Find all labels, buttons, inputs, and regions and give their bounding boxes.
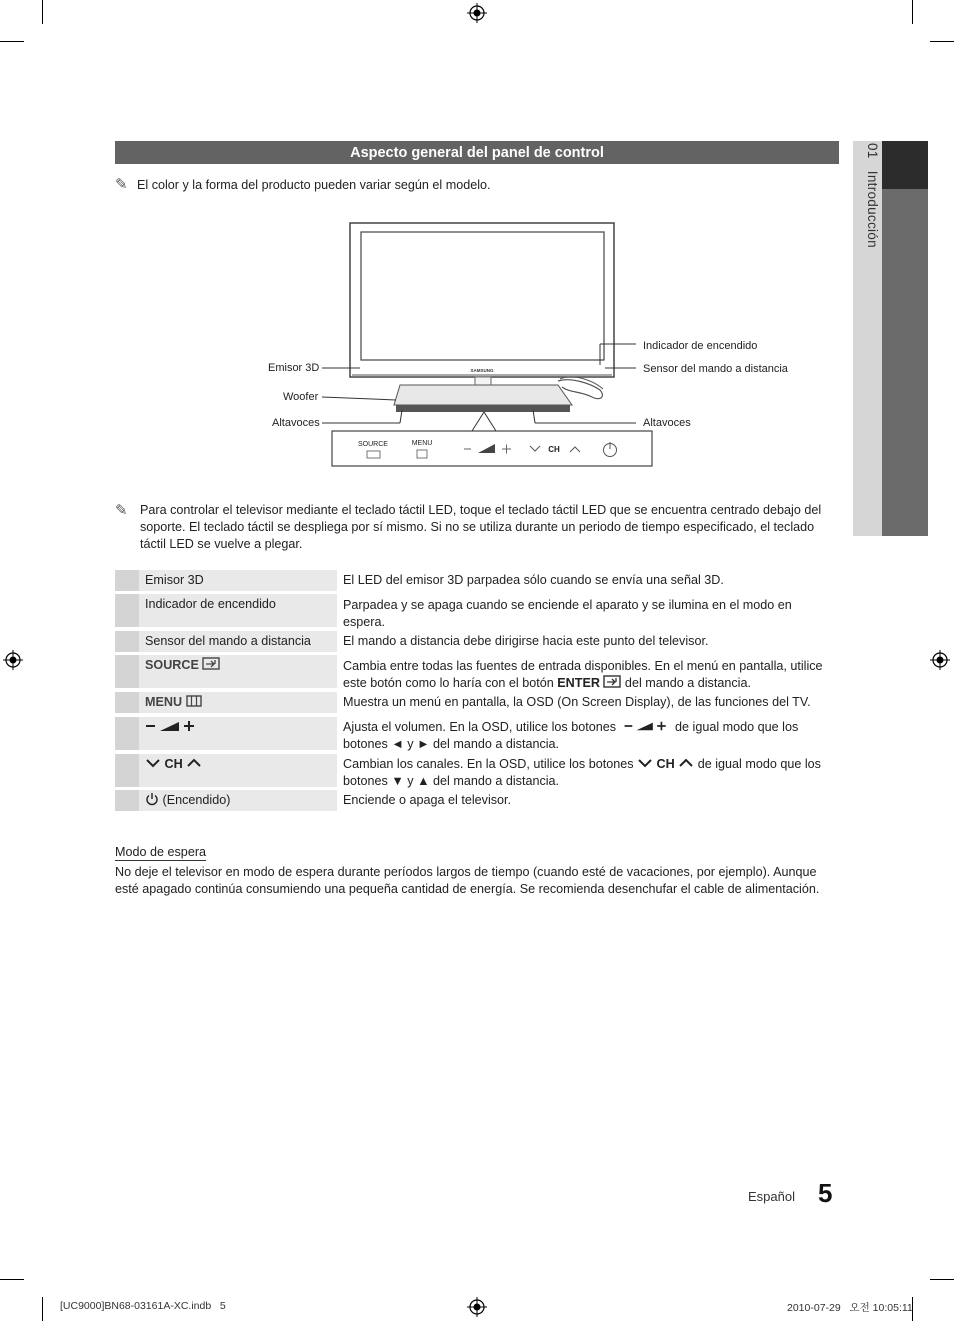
table-row-desc: Cambian los canales. En la OSD, utilice los botones CH de igual modo que los botones ▼ y ▲ del mando a distancia. — [343, 757, 821, 788]
chapter-label — [858, 143, 880, 363]
tv-speaker-bar — [396, 405, 570, 412]
enter-icon — [603, 675, 621, 688]
chevron-up-icon — [186, 757, 202, 769]
pencil-note-icon: ✎ — [115, 176, 128, 193]
table-row-marker — [115, 790, 139, 811]
crop-mark — [42, 0, 43, 24]
table-row-desc: Parpadea y se apaga cuando se enciende el aparato y se ilumina en el modo en espera. — [343, 598, 792, 629]
callout-sensor: Sensor del mando a distancia — [643, 363, 788, 375]
intro-note-text: El color y la forma del producto pueden variar según el modelo. — [137, 178, 491, 192]
crop-mark — [0, 41, 24, 42]
table-row-marker — [115, 754, 139, 787]
crop-mark — [912, 0, 913, 24]
touch-note — [115, 502, 840, 553]
table-row-marker — [115, 692, 139, 713]
volume-control-icon — [620, 720, 672, 732]
source-label: SOURCE — [145, 658, 199, 672]
tv-brand-logo: SAMSUNG — [470, 368, 494, 373]
table-row-marker — [115, 717, 139, 750]
crop-mark — [42, 1297, 43, 1321]
table-row-name: Emisor 3D — [139, 570, 337, 591]
section-title: Aspecto general del panel de control — [115, 141, 839, 164]
table-row-desc: Enciende o apaga el televisor. — [343, 793, 512, 807]
chevron-up-icon — [678, 757, 694, 769]
print-file-info: [UC9000]BN68-03161A-XC.indb 5 — [60, 1300, 226, 1312]
table-row-desc: El LED del emisor 3D parpadea sólo cuando se envía una señal 3D. — [343, 573, 724, 587]
registration-mark-icon — [467, 3, 487, 23]
callout-altavoces-left: Altavoces — [272, 417, 320, 429]
callout-emisor-3d: Emisor 3D — [268, 362, 320, 374]
registration-mark-icon — [930, 650, 950, 670]
menu-label: MENU — [145, 695, 183, 709]
panel-ch-label: CH — [548, 445, 560, 454]
ch-label: CH — [656, 757, 675, 771]
table-row-marker — [115, 570, 139, 591]
pencil-note-icon: ✎ — [115, 502, 128, 519]
standby-title: Modo de espera — [115, 845, 207, 859]
registration-mark-icon — [467, 1297, 487, 1317]
table-row-name: Sensor del mando a distancia — [139, 631, 337, 652]
table-row-desc: Muestra un menú en pantalla, la OSD (On Screen Display), de las funciones del TV. — [343, 695, 811, 709]
tv-stand-base — [394, 385, 572, 405]
intro-note — [115, 176, 835, 194]
panel-menu-label: MENU — [411, 440, 433, 447]
table-row-desc: Ajusta el volumen. En la OSD, utilice los botones de igual modo que los botones ◄ y ► del mando a distancia. — [343, 720, 799, 751]
table-row-name — [139, 692, 337, 713]
registration-mark-icon — [3, 650, 23, 670]
chevron-down-icon — [145, 757, 161, 769]
page-number: 5 — [818, 1178, 833, 1208]
crop-mark — [930, 1279, 954, 1280]
panel-source-label: SOURCE — [358, 441, 388, 448]
table-row-name: Indicador de encendido — [139, 594, 337, 627]
chapter-tab-dark — [882, 141, 928, 536]
crop-mark — [930, 41, 954, 42]
chevron-down-icon — [637, 757, 653, 769]
power-icon — [145, 792, 159, 806]
volume-control-icon — [145, 719, 197, 733]
callout-woofer: Woofer — [283, 391, 319, 403]
table-row-desc: El mando a distancia debe dirigirse hacia este punto del televisor. — [343, 634, 709, 648]
crop-mark — [0, 1279, 24, 1280]
ch-label: CH — [164, 757, 183, 771]
table-row-marker — [115, 655, 139, 688]
tv-screen — [361, 232, 604, 360]
callout-altavoces-right: Altavoces — [643, 417, 691, 429]
touch-note-text: Para controlar el televisor mediante el teclado táctil LED, toque el teclado táctil LED que se encuentra centrado debajo del soporte. El teclado táctil se despliega por sí mismo. Si no se utiliza durante un periodo de tiempo especificado, el teclado táctil LED se vuelve a plegar. — [140, 503, 822, 551]
power-label: (Encendido) — [162, 793, 231, 807]
chapter-number: 01 — [865, 143, 880, 159]
table-row-marker — [115, 631, 139, 652]
table-row-desc: Cambia entre todas las fuentes de entrada disponibles. En el menú en pantalla, utilice este botón como lo haría con el botón ENTER del mando a distancia. — [343, 659, 823, 690]
menu-icon — [186, 695, 202, 707]
table-row-marker — [115, 594, 139, 627]
table-row-name — [139, 790, 337, 811]
standby-text: No deje el televisor en modo de espera durante períodos largos de tiempo (cuando esté de vacaciones, por ejemplo). Aunque esté apagado continúa consumiendo una pequeña cantidad de energía. Se recomienda desenchufar el cable de alimentación. — [115, 865, 820, 896]
print-timestamp: 2010-07-29 오전 10:05:11 — [787, 1302, 913, 1314]
chapter-tab-top — [882, 141, 928, 189]
enter-label: ENTER — [557, 676, 600, 690]
table-row-name — [139, 655, 337, 688]
chapter-title: Introducción — [865, 170, 880, 248]
table-row-name — [139, 754, 337, 787]
table-row-name — [139, 717, 337, 750]
source-icon — [202, 657, 220, 670]
language-label: Español — [748, 1189, 795, 1204]
callout-indicador: Indicador de encendido — [643, 340, 758, 352]
